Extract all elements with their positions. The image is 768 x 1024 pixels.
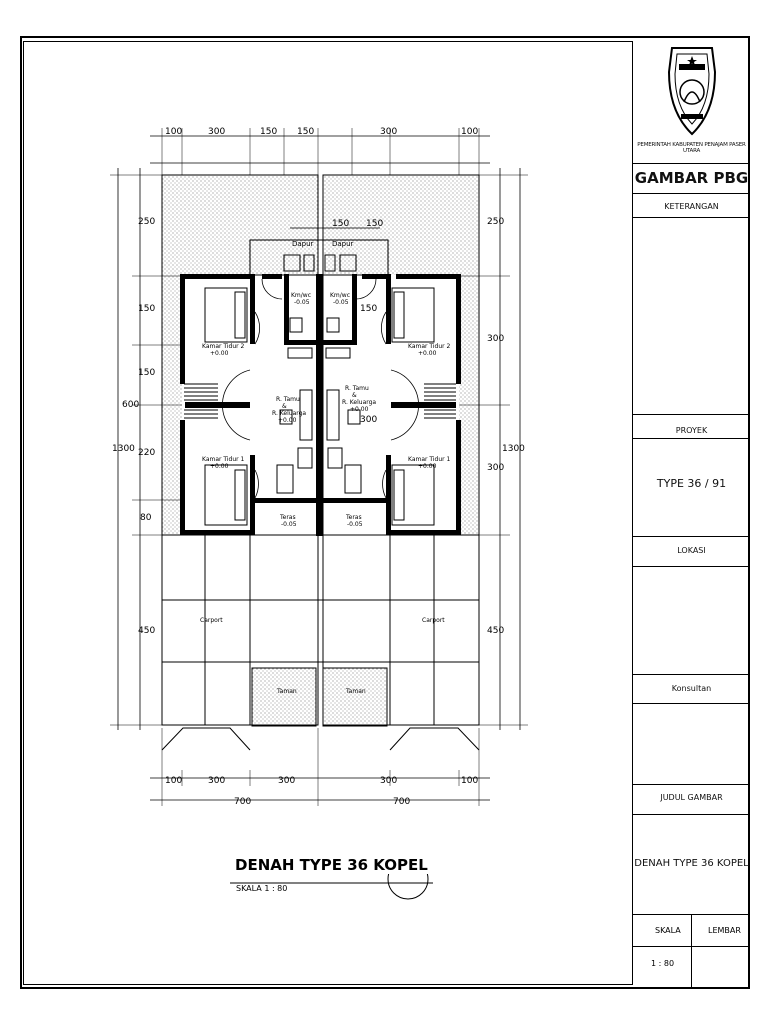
gambar-pbg-heading: GAMBAR PBG [634,169,749,187]
label-keluarga-right-level: +0.00 [350,406,369,413]
label-carport-right: Carport [422,617,445,624]
dim-total-2: 700 [393,797,411,807]
dim-top-3: 150 [260,127,278,137]
dim-right-4: 450 [487,626,505,636]
label-tamu-right: R. Tamu [345,385,369,392]
north-arrow-icon [388,874,428,899]
label-teras-right-level: -0.05 [347,521,363,528]
dim-right-total: 1300 [502,444,525,454]
label-keluarga-left: R. Keluarga [272,410,307,417]
dim-bottom-1: 100 [165,776,183,786]
label-taman-left: Taman [277,688,297,695]
konsultan-label: Konsultan [671,684,712,693]
dim-total-1: 700 [234,797,252,807]
label-amp-left: & [282,403,287,410]
label-teras-right: Teras [346,514,362,521]
label-kamar2-left: Kamar Tidur 2 [202,343,245,350]
label-kamar1-right: Kamar Tidur 1 [408,456,451,463]
dim-sub-2: 150 [366,219,384,229]
label-teras-left: Teras [280,514,296,521]
lembar-label: LEMBAR [708,926,741,935]
proyek-value: TYPE 36 / 91 [656,477,727,490]
dim-right-3: 300 [487,463,505,473]
label-kamar2-right: Kamar Tidur 2 [408,343,451,350]
dim-left-7: 450 [138,626,156,636]
dim-inner-2: 300 [360,415,378,425]
dim-left-4: 600 [122,400,140,410]
label-keluarga-left-level: +0.00 [278,417,297,424]
judul-gambar-label: JUDUL GAMBAR [660,793,723,802]
dim-right-2: 300 [487,334,505,344]
skala-value: 1 : 80 [651,959,675,968]
label-kmwc-left: Km/wc [291,292,312,299]
dim-left-5: 220 [138,448,156,458]
label-dapur-left: Dapur [292,240,314,248]
dim-top-5: 300 [380,127,398,137]
label-kamar2-right-level: +0.00 [418,350,437,357]
dim-left-2: 150 [138,304,156,314]
lokasi-label: LOKASI [677,546,706,555]
dim-bottom-5: 100 [461,776,479,786]
label-teras-left-level: -0.05 [281,521,297,528]
org-name: PEMERINTAH KABUPATEN PENAJAM PASER UTARA [637,142,746,154]
dim-top-6: 100 [461,127,479,137]
label-dapur-right: Dapur [332,240,354,248]
label-kamar1-left: Kamar Tidur 1 [202,456,245,463]
label-kamar2-left-level: +0.00 [210,350,229,357]
label-kamar1-left-level: +0.00 [210,463,229,470]
label-amp-right: & [352,392,357,399]
dim-right-1: 250 [487,217,505,227]
label-keluarga-right: R. Keluarga [342,399,377,406]
dim-bottom-3: 300 [278,776,296,786]
label-taman-right: Taman [346,688,366,695]
dim-top-2: 300 [208,127,226,137]
dim-sub-1: 150 [332,219,350,229]
label-kamar1-right-level: +0.00 [418,463,437,470]
dim-bottom-4: 300 [380,776,398,786]
label-carport-left: Carport [200,617,223,624]
label-kmwc-right-level: -0.05 [333,299,349,306]
dim-inner-1: 150 [360,304,378,314]
judul-gambar-value: DENAH TYPE 36 KOPEL [634,858,749,869]
label-tamu-left: R. Tamu [276,396,300,403]
regency-emblem-icon [667,42,717,140]
drawing-title: DENAH TYPE 36 KOPEL [235,856,428,874]
drawing-scale: SKALA 1 : 80 [236,884,288,893]
dim-left-1: 250 [138,217,156,227]
skala-label: SKALA [655,926,681,935]
keterangan-label: KETERANGAN [664,202,719,211]
title-block [633,36,750,989]
proyek-label: PROYEK [675,426,708,435]
dim-top-4: 150 [297,127,315,137]
label-kmwc-left-level: -0.05 [294,299,310,306]
dim-left-total: 1300 [112,444,135,454]
title-underline [228,874,438,914]
dim-top-1: 100 [165,127,183,137]
dim-left-6: 80 [140,513,152,523]
label-kmwc-right: Km/wc [330,292,351,299]
dim-left-3: 150 [138,368,156,378]
dim-bottom-2: 300 [208,776,226,786]
